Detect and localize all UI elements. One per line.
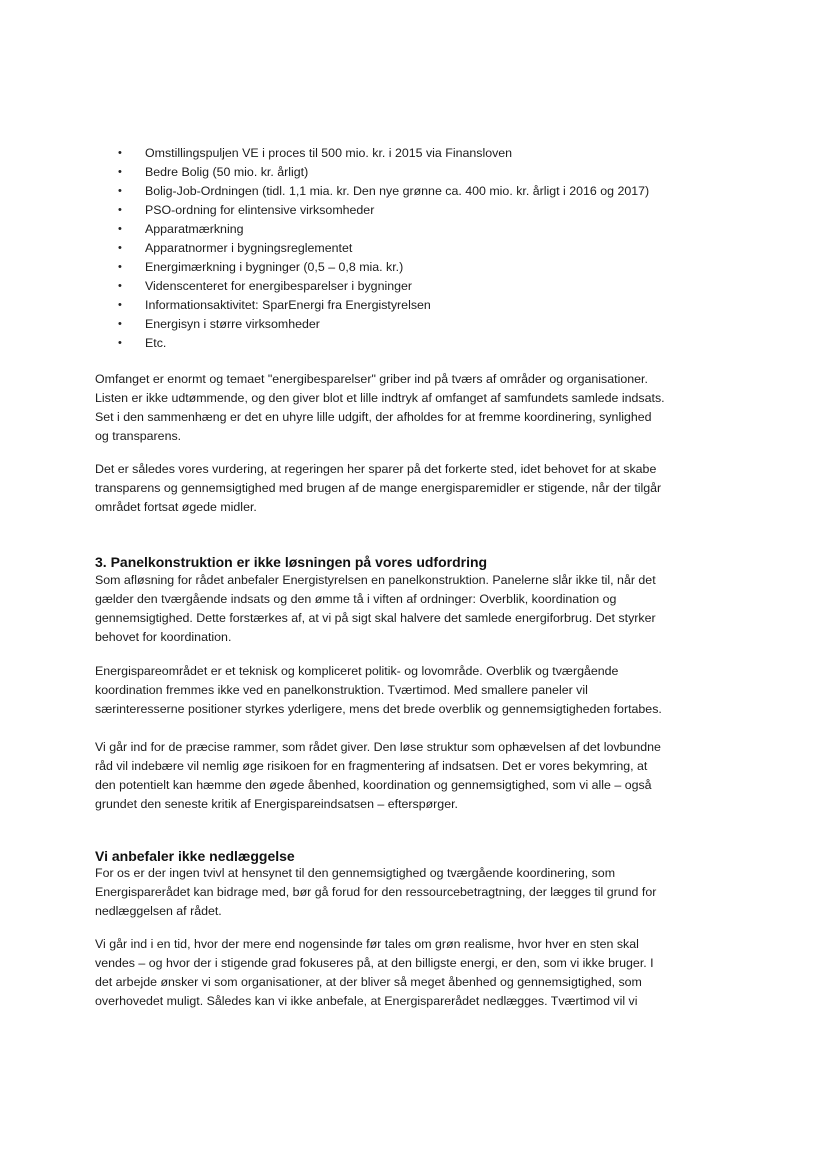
paragraph-green-realism — [95, 935, 755, 1011]
text-line: gælder den tværgående indsats og den ømme tå i viften af ordninger: Overblik, koordination og — [95, 592, 617, 606]
list-item-text: Informationsaktivitet: SparEnergi fra Energistyrelsen — [145, 298, 431, 312]
bullet-icon: • — [118, 261, 122, 273]
text-line: råd vil indebære vil nemlig øge risikoen for en fragmentering af indsatsen. Det er vores bekymring, at — [95, 759, 648, 773]
list-item — [118, 182, 649, 201]
list-item — [118, 220, 649, 239]
list-item — [118, 258, 649, 277]
paragraph-recommendation — [95, 864, 755, 921]
text-line: Vi går ind i en tid, hvor der mere end nogensinde før tales om grøn realisme, hvor hver en sten skal — [95, 937, 639, 951]
paragraph-panel-construction — [95, 571, 755, 647]
list-item — [118, 334, 649, 353]
text-line: overhovedet muligt. Således kan vi ikke anbefale, at Energisparerådet nedlægges. Tværtimod vil vi — [95, 994, 638, 1008]
text-line: Energispareområdet er et teknisk og kompliceret politik- og lovområde. Overblik og tværgående — [95, 664, 619, 678]
bullet-icon: • — [118, 147, 122, 159]
bullet-icon: • — [118, 223, 122, 235]
text-line: grundet den seneste kritik af Energispareindsatsen – efterspørger. — [95, 797, 458, 811]
bullet-icon: • — [118, 337, 122, 349]
bullet-icon: • — [118, 280, 122, 292]
bullet-icon: • — [118, 204, 122, 216]
bullet-icon: • — [118, 166, 122, 178]
list-item-text: Etc. — [145, 336, 167, 350]
text-line: Det er således vores vurdering, at regeringen her sparer på det forkerte sted, idet behovet for at skabe — [95, 462, 657, 476]
list-item — [118, 201, 649, 220]
text-line: Set i den sammenhæng er det en uhyre lille udgift, der afholdes for at fremme koordinering, synlighed — [95, 410, 652, 424]
list-item-text: Bolig-Job-Ordningen (tidl. 1,1 mia. kr. Den nye grønne ca. 400 mio. kr. årligt i 2016 og 2017) — [145, 184, 650, 198]
list-item — [118, 296, 649, 315]
list-item — [118, 315, 649, 334]
text-line: og transparens. — [95, 429, 182, 443]
text-line: Energisparerådet kan bidrage med, bør gå forud for den ressourcebetragtning, der lægges til grund for — [95, 885, 657, 899]
bullet-icon: • — [118, 242, 122, 254]
measures-bullet-list — [118, 144, 649, 353]
text-line: området fortsat øgede midler. — [95, 500, 257, 514]
paragraph-assessment — [95, 460, 755, 517]
text-line: Omfanget er enormt og temaet "energibesparelser" griber ind på tværs af områder og organisationer. — [95, 372, 648, 386]
section-heading-recommendation: Vi anbefaler ikke nedlæggelse — [95, 848, 295, 864]
paragraph-framework — [95, 738, 755, 814]
text-line: transparens og gennemsigtighed med brugen af de mange energisparemidler er stigende, når der tilgår — [95, 481, 662, 495]
list-item-text: PSO-ordning for elintensive virksomheder — [145, 203, 375, 217]
text-line: For os er der ingen tvivl at hensynet til den gennemsigtighed og tværgående koordinering, som — [95, 866, 616, 880]
text-line: vendes – og hvor der i stigende grad fokuseres på, at den billigste energi, er den, som vi ikke bruger. I — [95, 956, 654, 970]
paragraph-complexity — [95, 662, 755, 719]
text-line: særinteresserne positioner styrkes yderligere, mens det brede overblik og gennemsigtigheden fortabes. — [95, 702, 662, 716]
list-item-text: Omstillingspuljen VE i proces til 500 mio. kr. i 2015 via Finansloven — [145, 146, 513, 160]
bullet-icon: • — [118, 185, 122, 197]
text-line: Som afløsning for rådet anbefaler Energistyrelsen en panelkonstruktion. Panelerne slår ikke til, når det — [95, 573, 656, 587]
list-item-text: Bedre Bolig (50 mio. kr. årligt) — [145, 165, 309, 179]
list-item-text: Energimærkning i bygninger (0,5 – 0,8 mia. kr.) — [145, 260, 404, 274]
list-item — [118, 163, 649, 182]
bullet-icon: • — [118, 299, 122, 311]
text-line: nedlæggelsen af rådet. — [95, 904, 222, 918]
section-heading-panel-construction: 3. Panelkonstruktion er ikke løsningen på vores udfordring — [95, 554, 488, 570]
paragraph-scope — [95, 370, 755, 446]
text-line: behovet for koordination. — [95, 630, 232, 644]
list-item — [118, 239, 649, 258]
text-line: den potentielt kan hæmme den øgede åbenhed, koordination og gennemsigtighed, som vi alle – også — [95, 778, 652, 792]
text-line: koordination fremmes ikke ved en panelkonstruktion. Tværtimod. Med smallere paneler vil — [95, 683, 588, 697]
list-item — [118, 277, 649, 296]
text-line: Listen er ikke udtømmende, og den giver blot et lille indtryk af omfanget af samfundets samlede indsats. — [95, 391, 665, 405]
text-line: Vi går ind for de præcise rammer, som rådet giver. Den løse struktur som ophævelsen af det lovbundne — [95, 740, 661, 754]
list-item — [118, 144, 649, 163]
list-item-text: Apparatnormer i bygningsreglementet — [145, 241, 353, 255]
bullet-icon: • — [118, 318, 122, 330]
text-line: det arbejde ønsker vi som organisationer, at der bliver så meget åbenhed og gennemsigtighed, som — [95, 975, 642, 989]
text-line: gennemsigtighed. Dette forstærkes af, at vi på sigt skal halvere det samlede energiforbrug. Det styrker — [95, 611, 656, 625]
list-item-text: Energisyn i større virksomheder — [145, 317, 320, 331]
list-item-text: Apparatmærkning — [145, 222, 244, 236]
list-item-text: Videnscenteret for energibesparelser i bygninger — [145, 279, 413, 293]
